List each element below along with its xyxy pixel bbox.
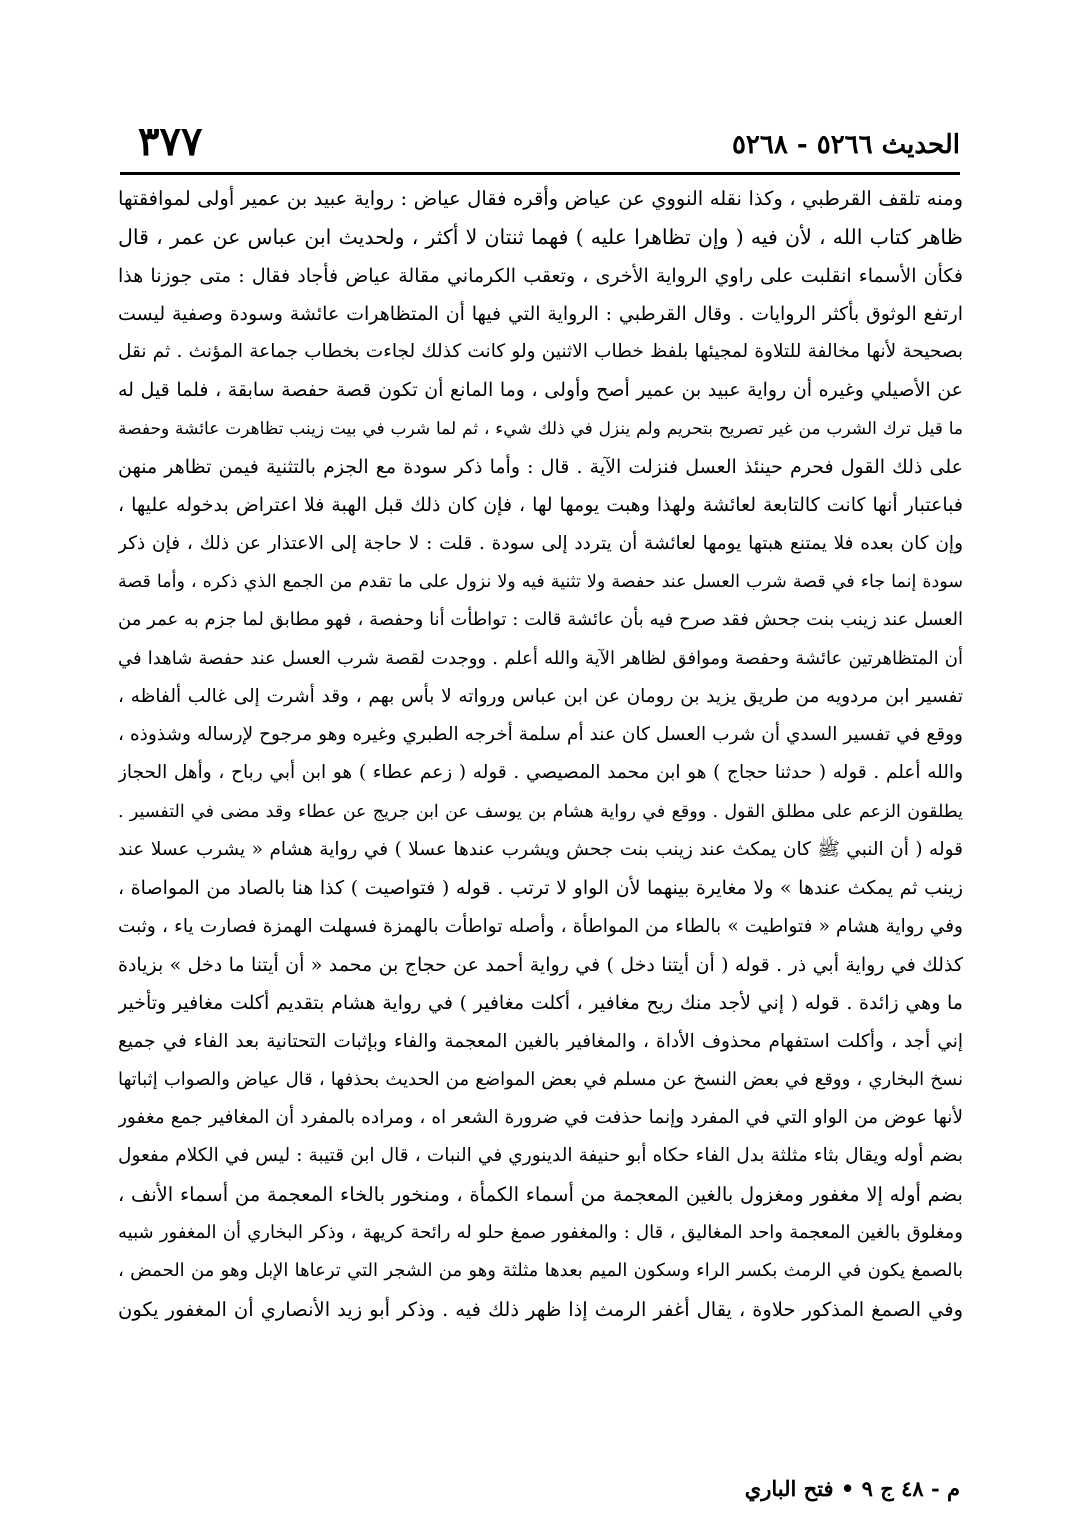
header-rule <box>120 172 960 175</box>
page-number: ٣٧٧ <box>138 118 203 165</box>
text-line: نسخ البخاري ، ووقع في بعض النسخ عن مسلم في بعض المواضع من الحديث بحذفها ، قال عياض والصواب إثباتها <box>118 1068 963 1090</box>
text-line: وفي الصمغ المذكور حلاوة ، يقال أغفر الرمث إذا ظهر ذلك فيه . وذكر أبو زيد الأنصاري أن المغفور يكون <box>118 1297 963 1321</box>
text-line: فباعتبار أنها كانت كالتابعة لعائشة ولهذا وهبت يومها لها ، فإن كان ذلك قبل الهبة فلا اعتراض بدخوله عليها ، <box>118 494 963 517</box>
text-line: على ذلك القول فحرم حينئذ العسل فنزلت الآية . قال : وأما ذكر سودة مع الجزم بالتثنية فيمن تظاهر منهن <box>118 456 963 479</box>
text-line: قوله ( أن النبي ﷺ كان يمكث عند زينب بنت جحش ويشرب عندها عسلا ) في رواية هشام « يشرب عسلا عند <box>118 839 963 861</box>
text-line: ظاهر كتاب الله ، لأن فيه ( وإن تظاهرا عليه ) فهما ثنتان لا أكثر ، ولحديث ابن عباس عن عمر ، قال <box>118 225 963 250</box>
body-text <box>118 180 963 1329</box>
page-header <box>120 110 960 170</box>
text-line: ومنه تلقف القرطبي ، وكذا نقله النووي عن عياض وأقره فقال عياض : رواية عبيد بن عمير أولى لموافقتها <box>118 187 963 210</box>
text-line: والله أعلم . قوله ( حدثنا حجاج ) هو ابن محمد المصيصي . قوله ( زعم عطاء ) هو ابن أبي رباح ، وأهل الحجاز <box>118 762 963 784</box>
text-line: ومغلوق بالغين المعجمة واحد المغاليق ، قال : والمغفور صمغ حلو له رائحة كريهة ، وذكر البخاري أن المغفور شبيه <box>118 1222 963 1244</box>
text-line: إني أجد ، وأكلت استفهام محذوف الأداة ، والمغافير بالغين المعجمة والفاء وبإثبات التحتانية بعد الفاء في جميع <box>118 1030 963 1052</box>
text-line: وفي رواية هشام « فتواطيت » بالطاء من المواطأة ، وأصله تواطأت بالهمزة فسهلت الهمزة فصارت ياء ، وثبت <box>118 915 963 937</box>
text-line: ما قيل ترك الشرب من غير تصريح بتحريم ولم ينزل في ذلك شيء ، ثم لما شرب في بيت زينب تظاهرت عائشة وحفصة <box>118 418 963 439</box>
text-line: بضم أوله إلا مغفور ومغزول بالغين المعجمة من أسماء الكمأة ، ومنخور بالخاء المعجمة من أسماء الأنف ، <box>118 1182 963 1206</box>
text-line: ما وهي زائدة . قوله ( إني لأجد منك ريح مغافير ، أكلت مغافير ) في رواية هشام بتقديم أكلت مغافير وتأخير <box>118 992 963 1015</box>
text-line: فكأن الأسماء انقلبت على راوي الرواية الأخرى ، وتعقب الكرماني مقالة عياض فأجاد فقال : متى جوزنا هذا <box>118 264 963 287</box>
text-line: عن الأصيلي وغيره أن رواية عبيد بن عمير أصح وأولى ، وما المانع أن تكون قصة حفصة سابقة ، فلما قيل له <box>118 379 963 402</box>
text-line: العسل عند زينب بنت جحش فقد صرح فيه بأن عائشة قالت : تواطأت أنا وحفصة ، فهو مطابق لما جزم به عمر من <box>118 609 963 631</box>
text-line: ارتفع الوثوق بأكثر الروايات . وقال القرطبي : الرواية التي فيها أن المتظاهرات عائشة وسودة وصفية ليست <box>118 302 963 325</box>
text-line: بضم أوله ويقال بثاء مثلثة بدل الفاء حكاه أبو حنيفة الدينوري في النبات ، قال ابن قتيبة : ليس في الكلام مفعول <box>118 1145 963 1167</box>
text-line: تفسير ابن مردويه من طريق يزيد بن رومان عن ابن عباس ورواته لا بأس بهم ، وقد أشرت إلى غالب ألفاظه ، <box>118 685 963 707</box>
text-line: يطلقون الزعم على مطلق القول . ووقع في رواية هشام بن يوسف عن ابن جريج عن عطاء وقد مضى في التفسير . <box>118 801 963 822</box>
text-line: سودة إنما جاء في قصة شرب العسل عند حفصة ولا تثنية فيه ولا نزول على ما تقدم من الجمع الذي ذكره ، وأما قصة <box>118 571 963 592</box>
text-line: بصحيحة لأنها مخالفة للتلاوة لمجيئها بلفظ خطاب الاثنين ولو كانت كذلك لجاءت بخطاب جماعة المؤنث . ثم نقل <box>118 341 963 363</box>
text-line: وإن كان بعده فلا يمتنع هبتها يومها لعائشة أن يتردد إلى سودة . قلت : لا حاجة إلى الاعتذار عن ذلك ، فإن ذكر <box>118 532 963 554</box>
running-head: الحديث ٥٢٦٦ - ٥٢٦٨ <box>731 130 960 160</box>
text-line: زينب ثم يمكث عندها » ولا مغايرة بينهما لأن الواو لا ترتب . قوله ( فتواصيت ) كذا هنا بالصاد من المواصاة ، <box>118 877 963 900</box>
text-line: لأنها عوض من الواو التي في المفرد وإنما حذفت في ضرورة الشعر اه ، ومراده بالمفرد أن المغافير جمع مغفور <box>118 1107 963 1129</box>
text-line: ووقع في تفسير السدي أن شرب العسل كان عند أم سلمة أخرجه الطبري وغيره وهو مرجوح لإرساله وشذوذه ، <box>118 724 963 746</box>
text-line: كذلك في رواية أبي ذر . قوله ( أن أيتنا دخل ) في رواية أحمد عن حجاج بن محمد « أن أيتنا ما دخل » بزيادة <box>118 953 963 976</box>
text-line: أن المتظاهرتين عائشة وحفصة وموافق لظاهر الآية والله أعلم . ووجدت لقصة شرب العسل عند حفصة شاهدا في <box>118 647 963 669</box>
text-line: بالصمغ يكون في الرمث بكسر الراء وسكون الميم بعدها مثلثة وهو من الشجر التي ترعاها الإبل وهو من الحمض ، <box>118 1260 963 1282</box>
page-footer-signature: م - ٤٨ ج ٩ • فتح الباري <box>744 1476 960 1501</box>
